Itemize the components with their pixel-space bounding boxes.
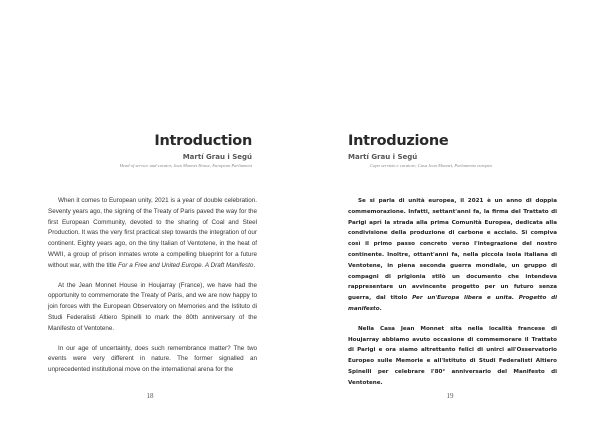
- paragraph: [48, 344, 257, 376]
- author-role: Capo servizio e curatore, Casa Jean Monnet, Parlamento europeo: [370, 163, 493, 168]
- manifesto-title: For a Free and United Europe. A Draft Manifesto: [118, 261, 254, 269]
- author-name: Martí Grau i Segú: [182, 153, 252, 161]
- manifesto-title: Per un'Europa libera e unita. Progetto di manifesto: [348, 295, 558, 312]
- paragraph: [348, 324, 557, 389]
- body-text: [348, 196, 557, 389]
- paragraph-end: .: [379, 305, 382, 312]
- page-number: 18: [146, 392, 154, 400]
- paragraph-text: Nella Casa Jean Monnet sita nella località francese di Houjarray abbiamo avuto occasione di commemorare il Trattato di Parigi e ora siamo altrettanto felici di unirci all'Osservatorio Europeo sulle Memorie e all'Istituto di Studi Federalisti Altiero Spinelli per celebrare l'80° anniversario del Manifesto di Ventotene.: [348, 325, 557, 386]
- page-number: 19: [446, 392, 454, 400]
- right-page: [300, 0, 600, 425]
- paragraph-text: At the Jean Monnet House in Houjarray (France), we have had the opportunity to commemorate the Treaty of Paris, and we are now happy to join forces with the European Observatory on Memories and the Istituto di Studi Federalisti Altiero Spinelli to mark the 80th anniversary of the Manifesto of Ventotene.: [48, 281, 257, 332]
- paragraph-text: When it comes to European unity, 2021 is a year of double celebration. Seventy years ago, the signing of the Treaty of Paris paved the way for the first European Community, devoted to the sharing of Coal and Steel Production. It was the very first practical step towards the integration of our continent. Eighty years ago, on the tiny Italian of Ventotene, in the heat of WWII, a group of prison inmates wrote a compelling blueprint for a future without war, with the title: [48, 197, 257, 269]
- paragraph-text: In our age of uncertainty, does such remembrance matter? The two events were very different in nature. The former signalled an unprecedented institutional move on the international arena for the: [48, 344, 257, 374]
- author-name: Martí Grau i Segú: [348, 153, 418, 161]
- paragraph: [48, 281, 257, 335]
- page-title: Introduction: [154, 133, 252, 149]
- paragraph-end: .: [253, 261, 256, 269]
- body-text: [48, 196, 257, 376]
- paragraph: [48, 196, 257, 272]
- author-role: Head of service and curator, Jean Monnet House, European Parliament: [119, 163, 252, 168]
- page-title: Introduzione: [348, 133, 449, 149]
- paragraph-text: Se si parla di unità europea, il 2021 è un anno di doppia commemorazione. Infatti, settant'anni fa, la firma del Trattato di Parigi aprì la strada alla prima Comunità Europea, dedicata alla condivisione della produzione di carbone e acciaio. Si compiva così il primo passo concreto verso l'integrazione del nostro continente. Inoltre, ottant'anni fa, nella piccola isola italiana di Ventotene, in piena seconda guerra mondiale, un gruppo di compagni di prigionia stilò un documento che intendeva rappresentare un avvincente progetto per un futuro senza guerra, dal titolo: [348, 198, 557, 302]
- paragraph: [348, 196, 557, 315]
